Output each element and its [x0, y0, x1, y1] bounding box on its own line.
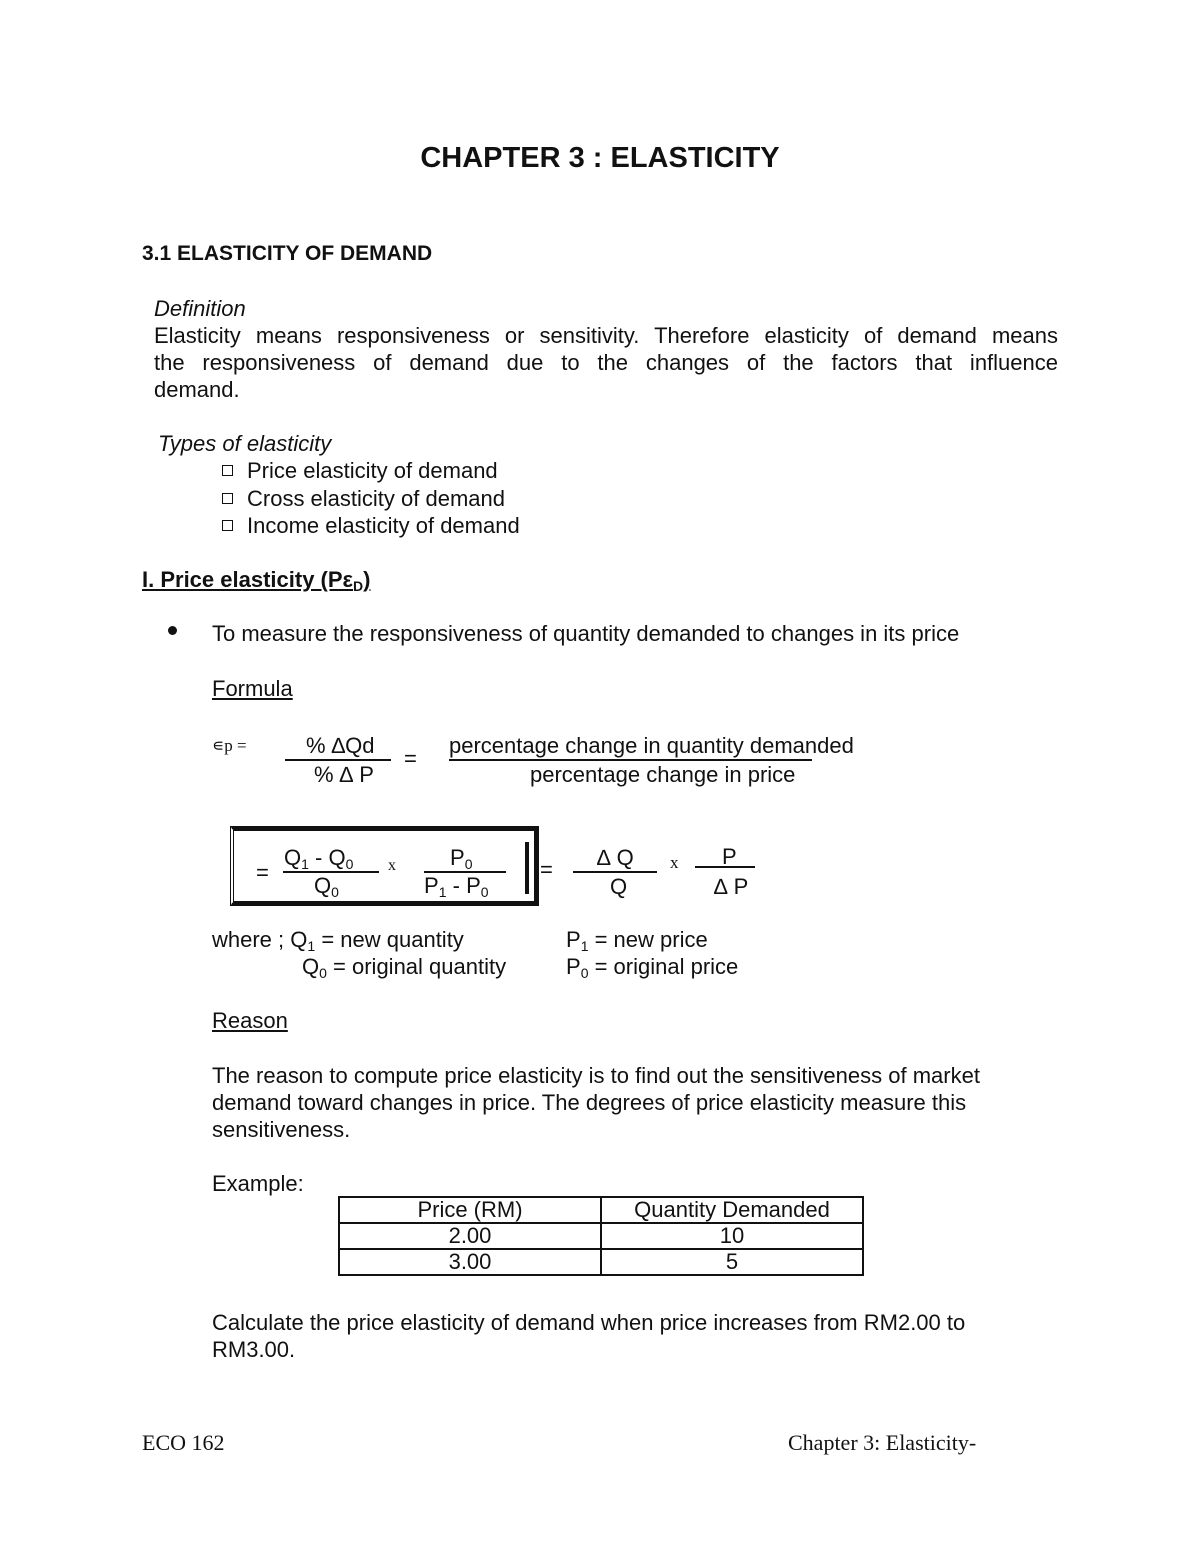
formula-delta-p: ∆ P [714, 874, 749, 899]
where-p1: $P_1$ = new price [566, 927, 708, 954]
square-bullet-icon [222, 493, 233, 504]
fraction-bar [449, 759, 812, 761]
table-cell: 2.00 [339, 1223, 601, 1249]
table-cell: 5 [601, 1249, 863, 1275]
formula-p-difference: $P_1 - P_0$ [424, 873, 489, 900]
formula-p0-numerator: $P_0$ [450, 845, 473, 872]
table-header-row [339, 1197, 863, 1223]
question-line: Calculate the price elasticity of demand when price increases from RM2.00 to [212, 1310, 966, 1335]
where-p0: $P_0$ = original price [566, 954, 739, 981]
fraction-bar [695, 866, 755, 868]
footer-course-code: ECO 162 [142, 1430, 225, 1455]
reason-line: sensitiveness. [212, 1117, 351, 1142]
question-line: RM3.00. [212, 1337, 296, 1362]
type-list-item [222, 458, 498, 484]
type-list-item [222, 486, 505, 512]
formula-q0-denominator: $Q_0$ [314, 873, 339, 900]
reason-line: The reason to compute price elasticity is to find out the sensitiveness of market [212, 1063, 980, 1088]
formula-times: x [670, 853, 679, 872]
example-label: Example: [212, 1171, 304, 1196]
square-bullet-icon [222, 520, 233, 531]
chapter-title: CHAPTER 3 : ELASTICITY [420, 142, 780, 174]
type-item-label: Income elasticity of demand [247, 513, 520, 538]
formula-equals: = [540, 857, 553, 882]
formula-label: Formula [212, 676, 293, 701]
bullet-text: To measure the responsiveness of quantity demanded to changes in its price [212, 621, 960, 646]
type-item-label: Cross elasticity of demand [247, 486, 505, 511]
section-heading: 3.1 ELASTICITY OF DEMAND [142, 242, 433, 265]
formula-p: P [722, 844, 737, 869]
square-bullet-icon [222, 465, 233, 476]
bullet-icon [168, 626, 177, 635]
formula-word-numerator: percentage change in quantity demanded [449, 733, 854, 758]
formula-equals: = [256, 860, 269, 885]
where-q1: where ; $Q_1$ = new quantity [212, 927, 464, 954]
definition-line: the responsiveness of demand due to the changes of the factors that influence [154, 350, 1058, 375]
reason-label: Reason [212, 1008, 288, 1033]
formula-q: Q [610, 874, 628, 899]
reason-line: demand toward changes in price. The degrees of price elasticity measure this [212, 1090, 967, 1115]
formula-denominator: % ∆ P [314, 762, 374, 787]
type-list-item [222, 513, 520, 539]
formula-numerator: % ∆Qd [306, 733, 375, 758]
boxed-formula [230, 826, 539, 906]
table-cell: 3.00 [339, 1249, 601, 1275]
footer-chapter-title: Chapter 3: Elasticity- [788, 1430, 977, 1455]
elasticity-symbol: ∊p = [212, 736, 247, 755]
formula-equals: = [404, 746, 417, 771]
definition-line: demand. [154, 377, 240, 402]
fraction-bar [573, 871, 657, 873]
formula-word-denominator: percentage change in price [530, 762, 796, 787]
formula-q-difference: $Q_1 - Q_0$ [284, 845, 354, 872]
types-label: Types of elasticity [158, 431, 332, 456]
definition-label: Definition [154, 296, 246, 321]
table-cell: 10 [601, 1223, 863, 1249]
formula-delta-q: ∆ Q [597, 845, 634, 870]
table-header-cell: Quantity Demanded [601, 1197, 863, 1223]
table-header-cell: Price (RM) [339, 1197, 601, 1223]
table-row [339, 1249, 863, 1275]
formula-divider [525, 842, 529, 894]
type-item-label: Price elasticity of demand [247, 458, 498, 483]
table-row [339, 1223, 863, 1249]
definition-line: Elasticity means responsiveness or sensitivity. Therefore elasticity of demand means [154, 323, 1058, 348]
fraction-bar [285, 759, 391, 761]
example-table [338, 1196, 864, 1276]
price-elasticity-heading: I. Price elasticity $(P\varepsilon_D)$ [142, 567, 371, 594]
where-q0: $Q_0$ = original quantity [302, 954, 507, 981]
formula-times: x [388, 857, 396, 874]
